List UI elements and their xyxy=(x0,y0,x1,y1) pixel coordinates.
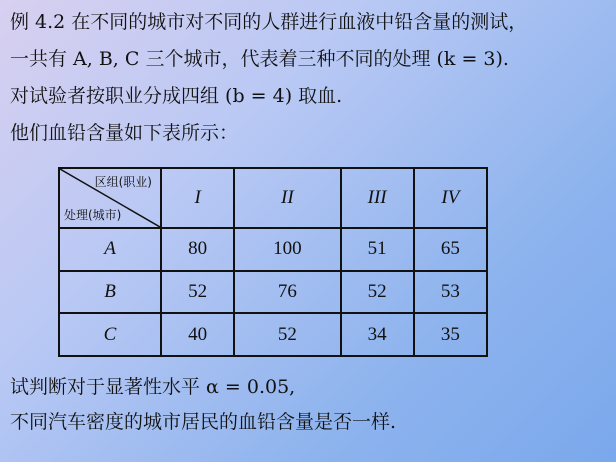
corner-label-block: 区组(职业) xyxy=(94,175,152,189)
problem-line-1: 例 4.2 在不同的城市对不同的人群进行血液中铅含量的测试， xyxy=(10,11,528,33)
problem-line-3: 对试验者按职业分成四组 (b = 4) 取血. xyxy=(10,85,343,107)
question-line-2: 不同汽车密度的城市居民的血铅含量是否一样. xyxy=(10,411,397,433)
corner-label-treatment: 处理(城市) xyxy=(64,208,122,222)
blood-lead-table xyxy=(58,167,488,357)
table-cell: 34 xyxy=(341,313,414,356)
table-cell: 76 xyxy=(234,271,340,314)
column-header: I xyxy=(161,168,234,228)
table-cell: 40 xyxy=(161,313,234,356)
table-cell: 53 xyxy=(414,271,487,314)
table-cell: 100 xyxy=(234,228,340,271)
problem-line-4: 他们血铅含量如下表所示： xyxy=(10,122,239,144)
table-cell: 65 xyxy=(414,228,487,271)
table-header-row xyxy=(59,168,487,228)
row-header: C xyxy=(59,313,161,356)
table-row xyxy=(59,228,487,271)
table-corner-cell xyxy=(59,168,161,228)
row-header: B xyxy=(59,271,161,314)
column-header: IV xyxy=(414,168,487,228)
table-cell: 80 xyxy=(161,228,234,271)
table-cell: 51 xyxy=(341,228,414,271)
table-row xyxy=(59,271,487,314)
column-header: II xyxy=(234,168,340,228)
table-cell: 52 xyxy=(161,271,234,314)
table-cell: 52 xyxy=(341,271,414,314)
table-cell: 35 xyxy=(414,313,487,356)
table-row xyxy=(59,313,487,356)
row-header: A xyxy=(59,228,161,271)
table-cell: 52 xyxy=(234,313,340,356)
problem-line-2: 一共有 A, B, C 三个城市，代表着三种不同的处理 (k = 3). xyxy=(10,48,509,70)
question-line-1: 试判断对于显著性水平 α = 0.05, xyxy=(10,376,296,398)
column-header: III xyxy=(341,168,414,228)
